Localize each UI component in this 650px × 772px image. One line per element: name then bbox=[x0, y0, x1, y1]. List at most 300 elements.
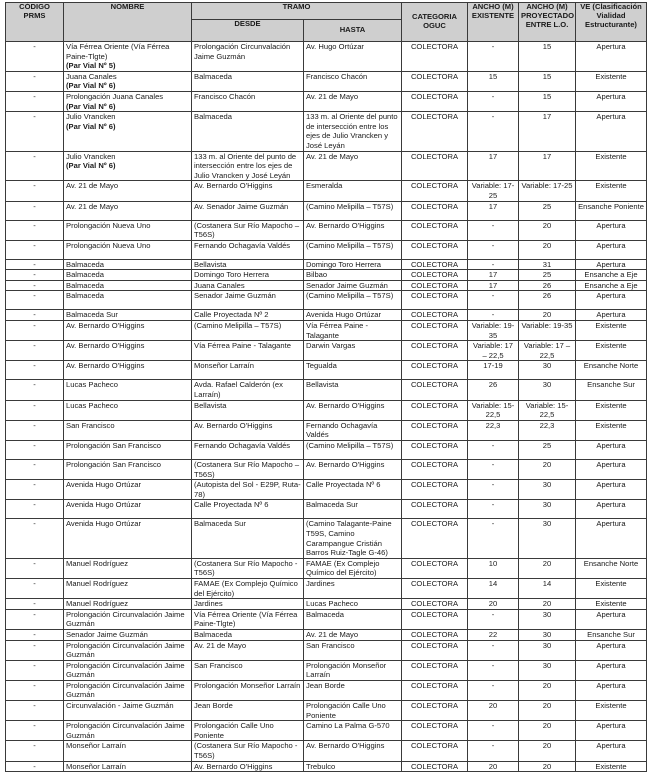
ve-cell-text: Ensanche Norte bbox=[583, 361, 639, 371]
desde-cell bbox=[192, 112, 304, 151]
desde-cell bbox=[192, 460, 304, 480]
desde-cell-text: Balmaceda bbox=[194, 71, 232, 81]
ve-cell-text: Existente bbox=[595, 321, 627, 331]
table-row bbox=[6, 310, 647, 321]
nombre-cell bbox=[64, 721, 192, 741]
hasta-cell-text: Senador Jaime Guzmán bbox=[306, 280, 388, 290]
ancho-proyectado-cell-text: 20 bbox=[542, 220, 552, 230]
ve-cell-text: Apertura bbox=[596, 310, 626, 320]
nombre-cell-text: Lucas Pacheco bbox=[66, 380, 118, 390]
hasta-cell bbox=[304, 361, 402, 380]
ancho-existente-cell-text: Variable: 15-22,5 bbox=[471, 400, 515, 420]
desde-cell-text: Jardines bbox=[194, 599, 223, 609]
table-row bbox=[6, 181, 647, 201]
codigo-cell bbox=[6, 181, 64, 201]
categoria-cell bbox=[402, 280, 468, 291]
ancho-existente-cell-text: - bbox=[491, 480, 495, 490]
categoria-cell-text: COLECTORA bbox=[410, 291, 459, 301]
ancho-existente-cell bbox=[468, 181, 519, 201]
categoria-cell bbox=[402, 380, 468, 400]
desde-cell bbox=[192, 270, 304, 281]
ve-cell-text: Apertura bbox=[596, 519, 626, 529]
desde-cell bbox=[192, 701, 304, 721]
table-row bbox=[6, 280, 647, 291]
ancho-existente-cell bbox=[468, 460, 519, 480]
hasta-cell bbox=[304, 42, 402, 72]
ve-cell bbox=[576, 441, 647, 460]
hasta-cell bbox=[304, 480, 402, 500]
hasta-cell-text: Av. Bernardo O'Higgins bbox=[306, 400, 385, 410]
codigo-cell-text: - bbox=[33, 91, 36, 101]
ancho-existente-cell bbox=[468, 599, 519, 610]
desde-cell-text: Calle Proyectada Nº 6 bbox=[194, 500, 269, 510]
hasta-cell bbox=[304, 519, 402, 558]
nombre-cell-text: Av. Bernardo O'Higgins bbox=[66, 361, 145, 371]
desde-cell-text: Balmaceda bbox=[194, 112, 232, 122]
ancho-proyectado-cell bbox=[519, 629, 576, 640]
nombre-cell-text: Manuel Rodríguez bbox=[66, 599, 129, 609]
nombre-cell bbox=[64, 310, 192, 321]
ancho-existente-cell-text: - bbox=[491, 91, 495, 101]
nombre-cell bbox=[64, 321, 192, 341]
ancho-proyectado-cell bbox=[519, 270, 576, 281]
categoria-cell bbox=[402, 42, 468, 72]
categoria-cell-text: COLECTORA bbox=[410, 660, 459, 670]
table-row bbox=[6, 558, 647, 578]
categoria-cell-text: COLECTORA bbox=[410, 240, 459, 250]
ve-cell bbox=[576, 310, 647, 321]
table-row bbox=[6, 721, 647, 741]
desde-cell bbox=[192, 660, 304, 680]
nombre-cell bbox=[64, 181, 192, 201]
nombre-cell-text: Juana Canales bbox=[66, 71, 117, 81]
codigo-cell bbox=[6, 460, 64, 480]
desde-cell bbox=[192, 280, 304, 291]
ancho-proyectado-cell-text: 30 bbox=[542, 660, 552, 670]
desde-cell-text: Av. Senador Jaime Guzmán bbox=[194, 201, 289, 211]
nombre-cell-text: Senador Jaime Guzmán bbox=[66, 629, 148, 639]
ancho-proyectado-cell bbox=[519, 380, 576, 400]
ve-cell bbox=[576, 400, 647, 420]
codigo-cell-text: - bbox=[33, 660, 36, 670]
codigo-cell-text: - bbox=[33, 460, 36, 469]
ancho-proyectado-cell bbox=[519, 578, 576, 598]
ancho-proyectado-cell-text: 15 bbox=[542, 91, 552, 101]
categoria-cell-text: COLECTORA bbox=[410, 280, 459, 290]
table-row bbox=[6, 42, 647, 72]
ancho-existente-cell-text: - bbox=[491, 680, 495, 690]
ve-cell-text: Existente bbox=[595, 341, 627, 351]
codigo-cell bbox=[6, 599, 64, 610]
hasta-cell bbox=[304, 71, 402, 91]
ancho-proyectado-cell-text: 20 bbox=[542, 721, 552, 731]
categoria-cell-text: COLECTORA bbox=[410, 420, 459, 430]
hasta-cell-text: 133 m. al Oriente del punto de intersección entre los ejes de Julio Vrancken y José Leyán bbox=[306, 112, 398, 150]
desde-cell-text: Vía Férrea Oriente (Vía Férrea Paine-Tlgte) bbox=[194, 609, 298, 629]
desde-cell bbox=[192, 741, 304, 761]
categoria-cell-text: COLECTORA bbox=[410, 400, 459, 410]
par-vial-label: (Par Vial Nº 6) bbox=[66, 161, 116, 171]
desde-cell bbox=[192, 609, 304, 629]
desde-cell bbox=[192, 91, 304, 111]
categoria-cell bbox=[402, 112, 468, 151]
categoria-cell-text: COLECTORA bbox=[410, 640, 459, 650]
ancho-proyectado-cell-text: 20 bbox=[542, 701, 552, 711]
desde-cell-text: Vía Férrea Paine - Talagante bbox=[194, 341, 291, 351]
categoria-cell-text: COLECTORA bbox=[410, 321, 459, 331]
nombre-cell bbox=[64, 420, 192, 440]
ancho-proyectado-cell bbox=[519, 112, 576, 151]
ve-cell bbox=[576, 291, 647, 310]
header-desde: DESDE bbox=[192, 20, 304, 42]
categoria-cell bbox=[402, 599, 468, 610]
table-row bbox=[6, 321, 647, 341]
categoria-cell bbox=[402, 609, 468, 629]
ancho-existente-cell-text: - bbox=[491, 42, 495, 51]
nombre-cell bbox=[64, 341, 192, 361]
ve-cell bbox=[576, 151, 647, 181]
ancho-existente-cell bbox=[468, 201, 519, 220]
desde-cell bbox=[192, 578, 304, 598]
codigo-cell-text: - bbox=[33, 578, 36, 588]
ve-cell bbox=[576, 181, 647, 201]
ancho-existente-cell bbox=[468, 259, 519, 270]
ancho-proyectado-cell bbox=[519, 599, 576, 610]
ancho-existente-cell bbox=[468, 640, 519, 660]
par-vial-label: (Par Vial Nº 6) bbox=[66, 101, 116, 111]
codigo-cell-text: - bbox=[33, 609, 36, 619]
desde-cell-text: (Costanera Sur Río Mapocho - T56S) bbox=[194, 741, 298, 761]
hasta-cell bbox=[304, 341, 402, 361]
table-row bbox=[6, 270, 647, 281]
desde-cell-text: Av. Bernardo O'Higgins bbox=[194, 181, 273, 191]
nombre-cell bbox=[64, 112, 192, 151]
categoria-cell-text: COLECTORA bbox=[410, 112, 459, 122]
categoria-cell bbox=[402, 270, 468, 281]
codigo-cell bbox=[6, 341, 64, 361]
ancho-existente-cell-text: 20 bbox=[488, 761, 498, 771]
desde-cell-text: Senador Jaime Guzmán bbox=[194, 291, 276, 301]
categoria-cell-text: COLECTORA bbox=[410, 721, 459, 731]
desde-cell bbox=[192, 420, 304, 440]
table-body bbox=[6, 42, 647, 772]
hasta-cell bbox=[304, 721, 402, 741]
categoria-cell bbox=[402, 259, 468, 270]
hasta-cell bbox=[304, 151, 402, 181]
header-codigo: CÓDIGO PRMS bbox=[6, 3, 64, 42]
desde-cell bbox=[192, 380, 304, 400]
ve-cell-text: Apertura bbox=[596, 291, 626, 301]
ve-cell-text: Existente bbox=[595, 400, 627, 410]
nombre-cell-text: San Francisco bbox=[66, 420, 115, 430]
desde-cell bbox=[192, 181, 304, 201]
hasta-cell bbox=[304, 181, 402, 201]
codigo-cell-text: - bbox=[33, 71, 36, 81]
categoria-cell bbox=[402, 240, 468, 259]
desde-cell bbox=[192, 240, 304, 259]
categoria-cell bbox=[402, 680, 468, 700]
nombre-cell bbox=[64, 291, 192, 310]
hasta-cell-text: Prolongación Calle Uno Poniente bbox=[306, 701, 386, 720]
hasta-cell-text: Vía Férrea Paine - Talagante bbox=[306, 321, 369, 340]
codigo-cell bbox=[6, 259, 64, 270]
categoria-cell bbox=[402, 321, 468, 341]
ancho-existente-cell bbox=[468, 280, 519, 291]
codigo-cell bbox=[6, 480, 64, 500]
hasta-cell-text: (Camino Melipilla – T57S) bbox=[306, 291, 394, 301]
ancho-existente-cell-text: - bbox=[491, 220, 495, 230]
ve-cell-text: Existente bbox=[595, 71, 627, 81]
codigo-cell bbox=[6, 629, 64, 640]
ve-cell bbox=[576, 420, 647, 440]
hasta-cell bbox=[304, 220, 402, 240]
hasta-cell bbox=[304, 558, 402, 578]
nombre-cell bbox=[64, 270, 192, 281]
categoria-cell-text: COLECTORA bbox=[410, 680, 459, 690]
hasta-cell-text: Av. Bernardo O'Higgins bbox=[306, 220, 385, 230]
codigo-cell bbox=[6, 380, 64, 400]
hasta-cell-text: Av. 21 de Mayo bbox=[306, 629, 359, 639]
ancho-existente-cell-text: - bbox=[491, 291, 495, 301]
categoria-cell-text: COLECTORA bbox=[410, 201, 459, 211]
ancho-proyectado-cell-text: Variable: 17-25 bbox=[521, 181, 573, 191]
ancho-proyectado-cell-text: Variable: 15-22,5 bbox=[525, 400, 569, 420]
categoria-cell-text: COLECTORA bbox=[410, 609, 459, 619]
ancho-proyectado-cell-text: 25 bbox=[542, 441, 552, 450]
header-ancho-existente: ANCHO (M) EXISTENTE bbox=[468, 3, 519, 42]
nombre-cell bbox=[64, 280, 192, 291]
categoria-cell bbox=[402, 441, 468, 460]
nombre-cell-text: Prolongación Circunvalación Jaime Guzmán bbox=[66, 660, 185, 680]
codigo-cell bbox=[6, 519, 64, 558]
codigo-cell-text: - bbox=[33, 558, 36, 568]
ve-cell bbox=[576, 91, 647, 111]
hasta-cell-text: Lucas Pacheco bbox=[306, 599, 358, 609]
nombre-cell bbox=[64, 741, 192, 761]
nombre-cell bbox=[64, 91, 192, 111]
ve-cell bbox=[576, 640, 647, 660]
ve-cell bbox=[576, 721, 647, 741]
ancho-proyectado-cell-text: 17 bbox=[542, 112, 552, 122]
codigo-cell bbox=[6, 701, 64, 721]
table-row bbox=[6, 220, 647, 240]
codigo-cell-text: - bbox=[33, 291, 36, 301]
hasta-cell bbox=[304, 291, 402, 310]
categoria-cell bbox=[402, 201, 468, 220]
table-row bbox=[6, 361, 647, 380]
hasta-cell-text: FAMAE (Ex Complejo Químico del Ejército) bbox=[306, 558, 380, 578]
desde-cell-text: Jean Borde bbox=[194, 701, 233, 711]
ancho-proyectado-cell bbox=[519, 500, 576, 519]
categoria-cell bbox=[402, 220, 468, 240]
ve-cell bbox=[576, 609, 647, 629]
categoria-cell bbox=[402, 578, 468, 598]
ancho-proyectado-cell bbox=[519, 291, 576, 310]
hasta-cell-text: Av. 21 de Mayo bbox=[306, 151, 359, 161]
codigo-cell-text: - bbox=[33, 629, 36, 639]
ancho-existente-cell bbox=[468, 420, 519, 440]
desde-cell-text: Avda. Rafael Calderón (ex Larraín) bbox=[194, 380, 283, 400]
table-row bbox=[6, 420, 647, 440]
ancho-proyectado-cell-text: 20 bbox=[542, 558, 552, 568]
nombre-cell-text: Monseñor Larraín bbox=[66, 741, 126, 751]
nombre-cell-text: Av. 21 de Mayo bbox=[66, 201, 119, 211]
ve-cell-text: Apertura bbox=[596, 500, 626, 510]
ve-cell-text: Apertura bbox=[596, 441, 626, 450]
ancho-proyectado-cell-text: 15 bbox=[542, 42, 552, 51]
nombre-cell-text: Prolongación Nueva Uno bbox=[66, 220, 151, 230]
ancho-proyectado-cell bbox=[519, 680, 576, 700]
nombre-cell-text: Lucas Pacheco bbox=[66, 400, 118, 410]
ve-cell-text: Apertura bbox=[596, 220, 626, 230]
categoria-cell bbox=[402, 361, 468, 380]
hasta-cell-text: Darwin Vargas bbox=[306, 341, 356, 351]
categoria-cell-text: COLECTORA bbox=[410, 519, 459, 529]
ve-cell-text: Apertura bbox=[596, 91, 626, 101]
header-tramo: TRAMO bbox=[192, 3, 402, 20]
ancho-existente-cell bbox=[468, 270, 519, 281]
codigo-cell-text: - bbox=[33, 270, 36, 280]
ancho-existente-cell-text: 15 bbox=[488, 71, 498, 81]
ancho-existente-cell-text: - bbox=[491, 519, 495, 529]
ve-cell bbox=[576, 460, 647, 480]
table-row bbox=[6, 640, 647, 660]
codigo-cell-text: - bbox=[33, 310, 36, 320]
table-row bbox=[6, 701, 647, 721]
hasta-cell-text: Balmaceda Sur bbox=[306, 500, 358, 510]
categoria-cell bbox=[402, 519, 468, 558]
codigo-cell bbox=[6, 578, 64, 598]
ve-cell-text: Ensanche Sur bbox=[587, 380, 635, 390]
ancho-existente-cell bbox=[468, 291, 519, 310]
ancho-existente-cell bbox=[468, 380, 519, 400]
ve-cell-text: Existente bbox=[595, 599, 627, 609]
hasta-cell bbox=[304, 629, 402, 640]
ancho-existente-cell-text: 20 bbox=[488, 599, 498, 609]
hasta-cell-text: Balmaceda bbox=[306, 609, 344, 619]
desde-cell-text: Fernando Ochagavía Valdés bbox=[194, 441, 291, 450]
nombre-cell-text: Balmaceda bbox=[66, 280, 104, 290]
nombre-cell-text: Av. Bernardo O'Higgins bbox=[66, 321, 145, 331]
ancho-existente-cell bbox=[468, 741, 519, 761]
categoria-cell bbox=[402, 480, 468, 500]
ancho-proyectado-cell-text: 30 bbox=[542, 480, 552, 490]
ancho-proyectado-cell-text: 25 bbox=[542, 270, 552, 280]
hasta-cell bbox=[304, 578, 402, 598]
ancho-existente-cell-text: Variable: 17-25 bbox=[471, 181, 515, 200]
hasta-cell bbox=[304, 321, 402, 341]
categoria-cell-text: COLECTORA bbox=[410, 629, 459, 639]
table-row bbox=[6, 599, 647, 610]
ancho-proyectado-cell bbox=[519, 400, 576, 420]
ancho-existente-cell bbox=[468, 361, 519, 380]
hasta-cell-text: Av. Hugo Ortúzar bbox=[306, 42, 364, 51]
ancho-proyectado-cell-text: 30 bbox=[542, 640, 552, 650]
ancho-proyectado-cell-text: 20 bbox=[542, 599, 552, 609]
categoria-cell-text: COLECTORA bbox=[410, 558, 459, 568]
hasta-cell bbox=[304, 441, 402, 460]
hasta-cell-text: Av. 21 de Mayo bbox=[306, 91, 359, 101]
ve-cell-text: Apertura bbox=[596, 609, 626, 619]
ancho-existente-cell-text: - bbox=[491, 741, 495, 751]
ancho-proyectado-cell-text: 31 bbox=[542, 259, 552, 269]
desde-cell bbox=[192, 400, 304, 420]
ancho-proyectado-cell bbox=[519, 220, 576, 240]
hasta-cell bbox=[304, 660, 402, 680]
desde-cell-text: Balmaceda Sur bbox=[194, 519, 246, 529]
desde-cell bbox=[192, 42, 304, 72]
desde-cell bbox=[192, 558, 304, 578]
nombre-cell-text: Balmaceda bbox=[66, 291, 104, 301]
header-nombre: NOMBRE bbox=[64, 3, 192, 42]
codigo-cell bbox=[6, 741, 64, 761]
nombre-cell bbox=[64, 441, 192, 460]
ancho-proyectado-cell bbox=[519, 460, 576, 480]
codigo-cell-text: - bbox=[33, 42, 36, 51]
ve-cell-text: Apertura bbox=[596, 660, 626, 670]
hasta-cell-text: Camino La Palma G-570 bbox=[306, 721, 390, 731]
table-row bbox=[6, 578, 647, 598]
ve-cell bbox=[576, 270, 647, 281]
ancho-proyectado-cell bbox=[519, 640, 576, 660]
hasta-cell-text: (Camino Melipilla – T57S) bbox=[306, 201, 394, 211]
nombre-cell-text: Av. Bernardo O'Higgins bbox=[66, 341, 145, 351]
hasta-cell-text: San Francisco bbox=[306, 640, 355, 650]
desde-cell-text: Calle Proyectada Nº 2 bbox=[194, 310, 269, 320]
table-row bbox=[6, 609, 647, 629]
categoria-cell bbox=[402, 310, 468, 321]
codigo-cell-text: - bbox=[33, 761, 36, 771]
codigo-cell bbox=[6, 91, 64, 111]
table-row bbox=[6, 201, 647, 220]
nombre-cell bbox=[64, 680, 192, 700]
hasta-cell bbox=[304, 599, 402, 610]
hasta-cell bbox=[304, 680, 402, 700]
ancho-proyectado-cell-text: 26 bbox=[542, 291, 552, 301]
desde-cell-text: FAMAE (Ex Complejo Químico del Ejército) bbox=[194, 578, 298, 598]
ancho-proyectado-cell-text: 30 bbox=[542, 629, 552, 639]
desde-cell-text: (Costanera Sur Río Mapocho – T56S) bbox=[194, 220, 300, 240]
hasta-cell bbox=[304, 400, 402, 420]
table-row bbox=[6, 441, 647, 460]
ancho-existente-cell bbox=[468, 500, 519, 519]
ancho-existente-cell-text: - bbox=[491, 240, 495, 250]
ancho-proyectado-cell-text: Variable: 19-35 bbox=[521, 321, 573, 331]
ancho-proyectado-cell-text: 20 bbox=[542, 761, 552, 771]
nombre-cell bbox=[64, 361, 192, 380]
nombre-cell-text: Vía Férrea Oriente (Vía Férrea Paine-Tlgte) bbox=[66, 42, 170, 61]
ancho-proyectado-cell-text: 30 bbox=[542, 380, 552, 390]
ancho-proyectado-cell-text: 30 bbox=[542, 361, 552, 371]
ancho-existente-cell-text: 14 bbox=[488, 578, 498, 588]
desde-cell bbox=[192, 629, 304, 640]
desde-cell-text: Av. Bernardo O'Higgins bbox=[194, 761, 273, 771]
desde-cell bbox=[192, 480, 304, 500]
codigo-cell bbox=[6, 280, 64, 291]
nombre-cell bbox=[64, 609, 192, 629]
table-row bbox=[6, 400, 647, 420]
codigo-cell-text: - bbox=[33, 441, 36, 450]
desde-cell bbox=[192, 259, 304, 270]
table-row bbox=[6, 660, 647, 680]
ve-cell bbox=[576, 280, 647, 291]
codigo-cell-text: - bbox=[33, 640, 36, 650]
categoria-cell bbox=[402, 420, 468, 440]
nombre-cell bbox=[64, 42, 192, 72]
hasta-cell bbox=[304, 112, 402, 151]
categoria-cell-text: COLECTORA bbox=[410, 460, 459, 469]
ancho-proyectado-cell-text: 20 bbox=[542, 741, 552, 751]
